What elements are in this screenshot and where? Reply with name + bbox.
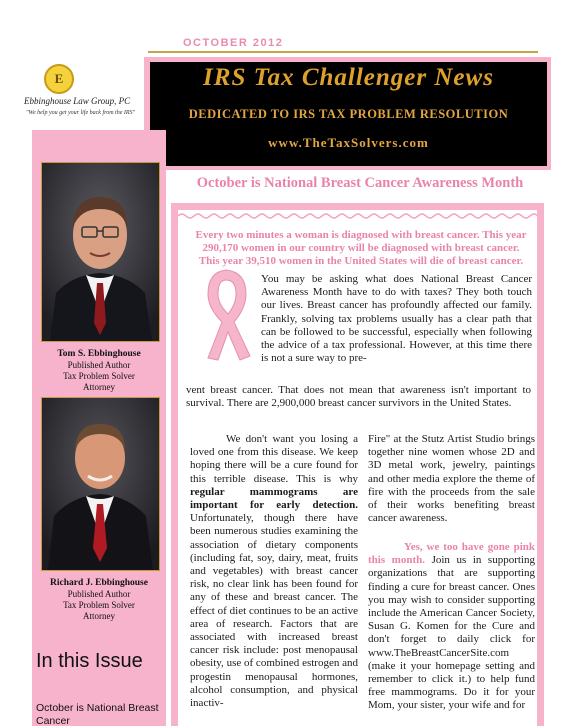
right-column-top: Fire" at the Stutz Artist Studio brings together nine women whose 2D and 3D metal work, jewelry, paintings and other media explore the theme of fire with the proceeds from the sale of their works benefiting breast cancer awareness. (368, 433, 535, 525)
pink-ribbon-icon (200, 266, 252, 362)
portrait-richard (41, 397, 160, 571)
person-role: Attorney (83, 382, 115, 392)
wavy-border (178, 212, 537, 220)
issue-month: OCTOBER 2012 (183, 37, 284, 49)
person-role: Tax Problem Solver (63, 371, 135, 381)
person-role: Published Author (67, 589, 131, 599)
left-text-a: We don't want you losing a loved one from this disease. We keep hoping there will be a cure found for this terrible disease. This is why (190, 433, 358, 485)
in-this-issue-heading: In this Issue (36, 650, 143, 672)
newsletter-subtitle: DEDICATED TO IRS TAX PROBLEM RESOLUTION (188, 107, 509, 121)
right-text-b: Join us in supporting organizations that are supporting finding a cure for breast cancer. Ones you may wish to consider supporting include the American Cancer Society, Susan G. Komen for the Cure and don't forget to daily click for www.TheBreastCancerSite.com (make it your homepage setting and remember to click it.) to help fund free mammograms. Do it for your Mom, your sister, your wife and for (368, 554, 535, 712)
intro-paragraph: You may be asking what does National Breast Cancer Awareness Month have to do with taxes? They both touch our lives. Breast cancer has profoundly affected our family. Frankly, solving tax problems usually has a clear path that can be followed to be successful, especially when following the advice of a tax professional. However, at this time there is not a sure way to pre- (261, 273, 532, 365)
left-text-b: Unfortunately, though there have been numerous studies examining the association of dietary components (including fat, soy, dairy, meat, fruits and vegetables) with breast cancer risk, no clear link has been found for any of these and breast cancer. The effect of diet continues to be an active area of research. Factors that are associated with increased breast cancer risk include: post menopausal obesity, use of combined estrogen and progestin menopausal hormones, alcohol consumption, and physical inactiv- (190, 512, 358, 710)
firm-tagline: "We help you get your life back from the IRS" (26, 110, 136, 116)
top-rule (148, 51, 538, 53)
newsletter-title: IRS Tax Challenger News (203, 64, 494, 91)
person-name: Richard J. Ebbinghouse (50, 578, 148, 588)
person-name: Tom S. Ebbinghouse (57, 349, 141, 359)
intro-paragraph-cont: vent breast cancer. That does not mean that awareness isn't important to survival. There are 2,900,000 breast cancer survivors in the United States. (186, 384, 531, 410)
website-link[interactable]: www.TheTaxSolvers.com (268, 135, 429, 150)
lead-paragraph: Every two minutes a woman is diagnosed with breast cancer. This year 290,170 women in our country will be diagnosed with breast cancer. This year 39,510 women in the United States will die of breast cancer. (195, 229, 527, 267)
caption-richard (33, 577, 165, 622)
left-column (190, 433, 358, 710)
article-heading: October is National Breast Cancer Awareness Month (196, 175, 524, 191)
issue-list-item[interactable]: October is National Breast Cancer (36, 702, 159, 727)
person-role: Attorney (83, 611, 115, 621)
person-role: Published Author (67, 360, 131, 370)
right-column-bottom (368, 541, 535, 713)
portrait-tom (41, 162, 160, 342)
caption-tom (33, 348, 165, 393)
mammogram-emphasis: regular mammograms are important for early detection. (190, 485, 358, 512)
person-role: Tax Problem Solver (63, 600, 135, 610)
pink-emphasis: Yes, we too have gone pink this month. (368, 541, 535, 567)
firm-name: Ebbinghouse Law Group, PC (24, 96, 131, 106)
firm-seal-icon: E (44, 64, 74, 94)
